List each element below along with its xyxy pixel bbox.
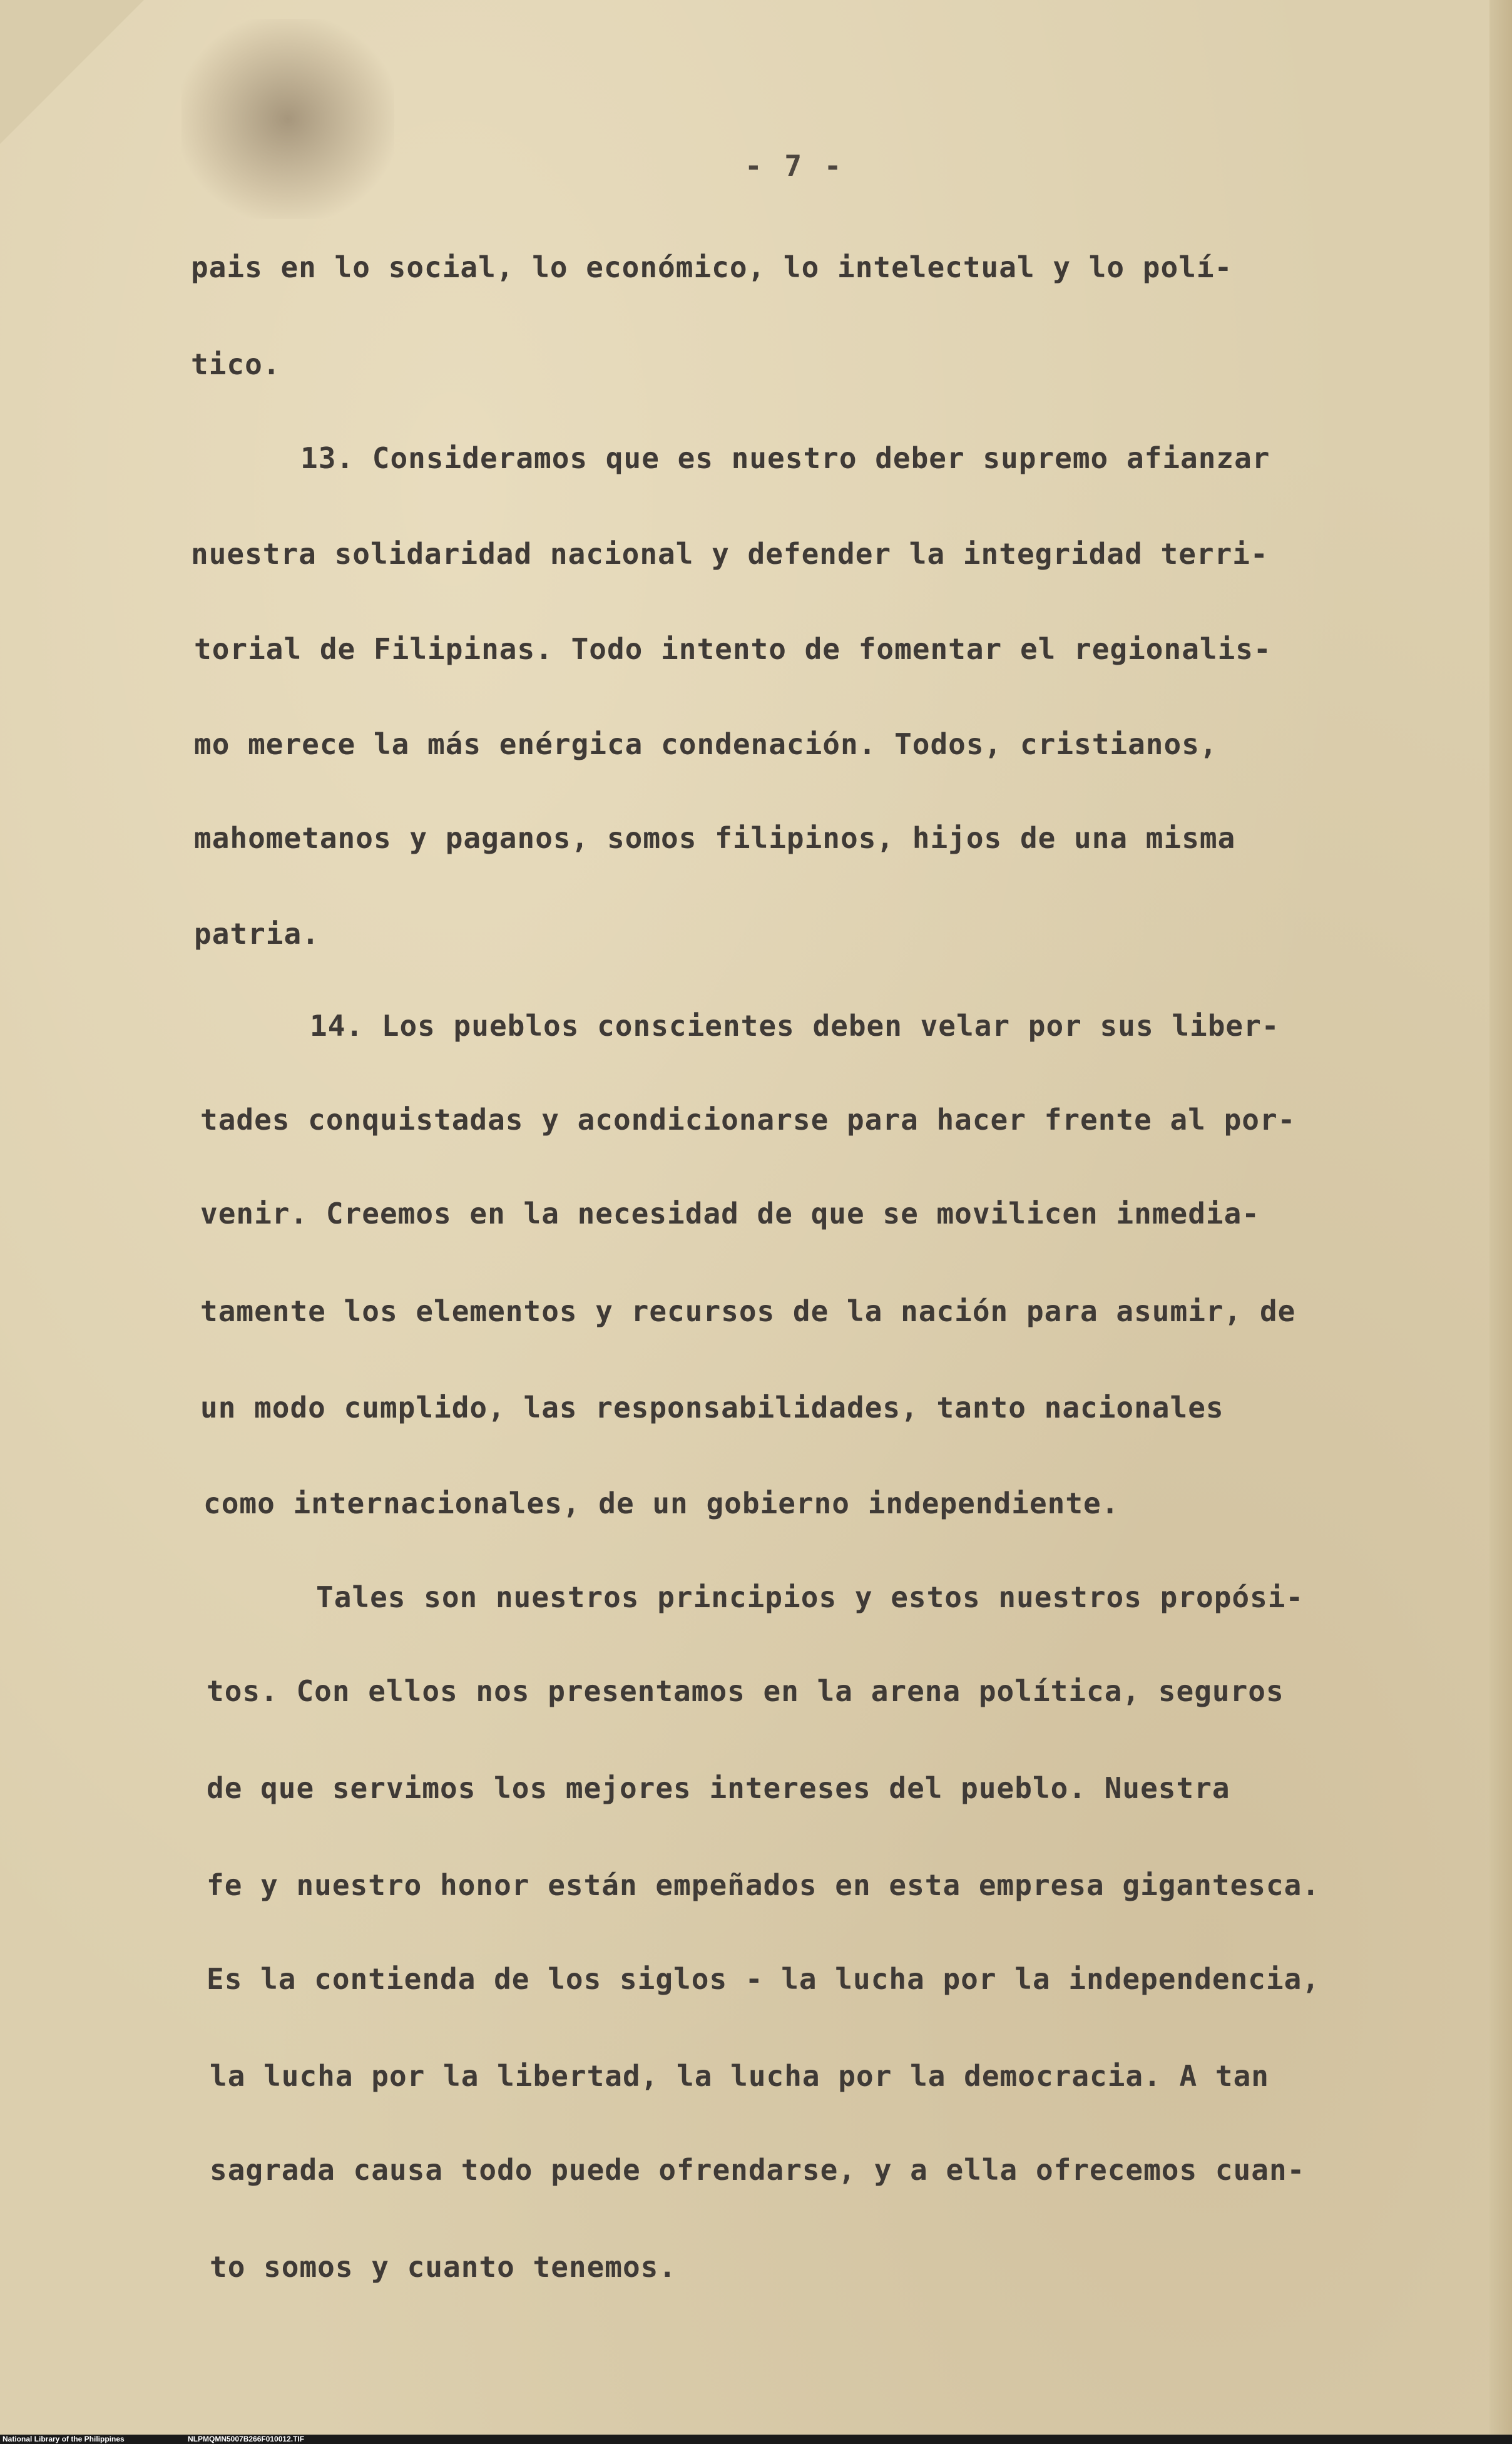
clip-stain bbox=[181, 19, 394, 219]
library-label: National Library of the Philippines bbox=[3, 2435, 125, 2443]
file-id: NLPMQMN5007B266F010012.TIF bbox=[188, 2435, 305, 2443]
text-line: mahometanos y paganos, somos filipinos, hijos de una misma bbox=[194, 821, 1236, 855]
text-line: tamente los elementos y recursos de la nación para asumir, de bbox=[200, 1294, 1296, 1328]
text-line: Tales son nuestros principios y estos nuestros propósi- bbox=[316, 1580, 1304, 1614]
text-line: tos. Con ellos nos presentamos en la arena política, seguros bbox=[207, 1674, 1284, 1708]
text-line: nuestra solidaridad nacional y defender la integridad terri- bbox=[191, 537, 1269, 571]
text-line: pais en lo social, lo económico, lo intelectual y lo polí- bbox=[191, 250, 1233, 284]
text-line: 13. Consideramos que es nuestro deber supremo afianzar bbox=[300, 441, 1270, 475]
text-line: tades conquistadas y acondicionarse para hacer frente al por- bbox=[200, 1103, 1296, 1137]
text-line: 14. Los pueblos conscientes deben velar por sus liber- bbox=[310, 1009, 1280, 1043]
text-line: patria. bbox=[194, 917, 320, 951]
scan-footer bbox=[0, 2435, 1512, 2444]
text-line: la lucha por la libertad, la lucha por la democracia. A tan bbox=[210, 2059, 1269, 2093]
page-edge bbox=[1489, 0, 1512, 2435]
text-line: sagrada causa todo puede ofrendarse, y a ella ofrecemos cuan- bbox=[210, 2153, 1305, 2187]
page-number: - 7 - bbox=[745, 149, 844, 183]
text-line: como internacionales, de un gobierno independiente. bbox=[203, 1486, 1120, 1520]
text-line: de que servimos los mejores intereses del pueblo. Nuestra bbox=[207, 1771, 1230, 1805]
text-line: un modo cumplido, las responsabilidades, tanto nacionales bbox=[200, 1391, 1224, 1424]
text-line: venir. Creemos en la necesidad de que se movilicen inmedia- bbox=[200, 1197, 1260, 1230]
text-line: mo merece la más enérgica condenación. Todos, cristianos, bbox=[194, 727, 1218, 761]
text-line: Es la contienda de los siglos - la lucha por la independencia, bbox=[207, 1962, 1320, 1996]
text-line: tico. bbox=[191, 347, 281, 381]
text-line: torial de Filipinas. Todo intento de fomentar el regionalis- bbox=[194, 632, 1272, 666]
text-line: to somos y cuanto tenemos. bbox=[210, 2250, 677, 2284]
text-line: fe y nuestro honor están empeñados en esta empresa gigantesca. bbox=[207, 1868, 1320, 1902]
